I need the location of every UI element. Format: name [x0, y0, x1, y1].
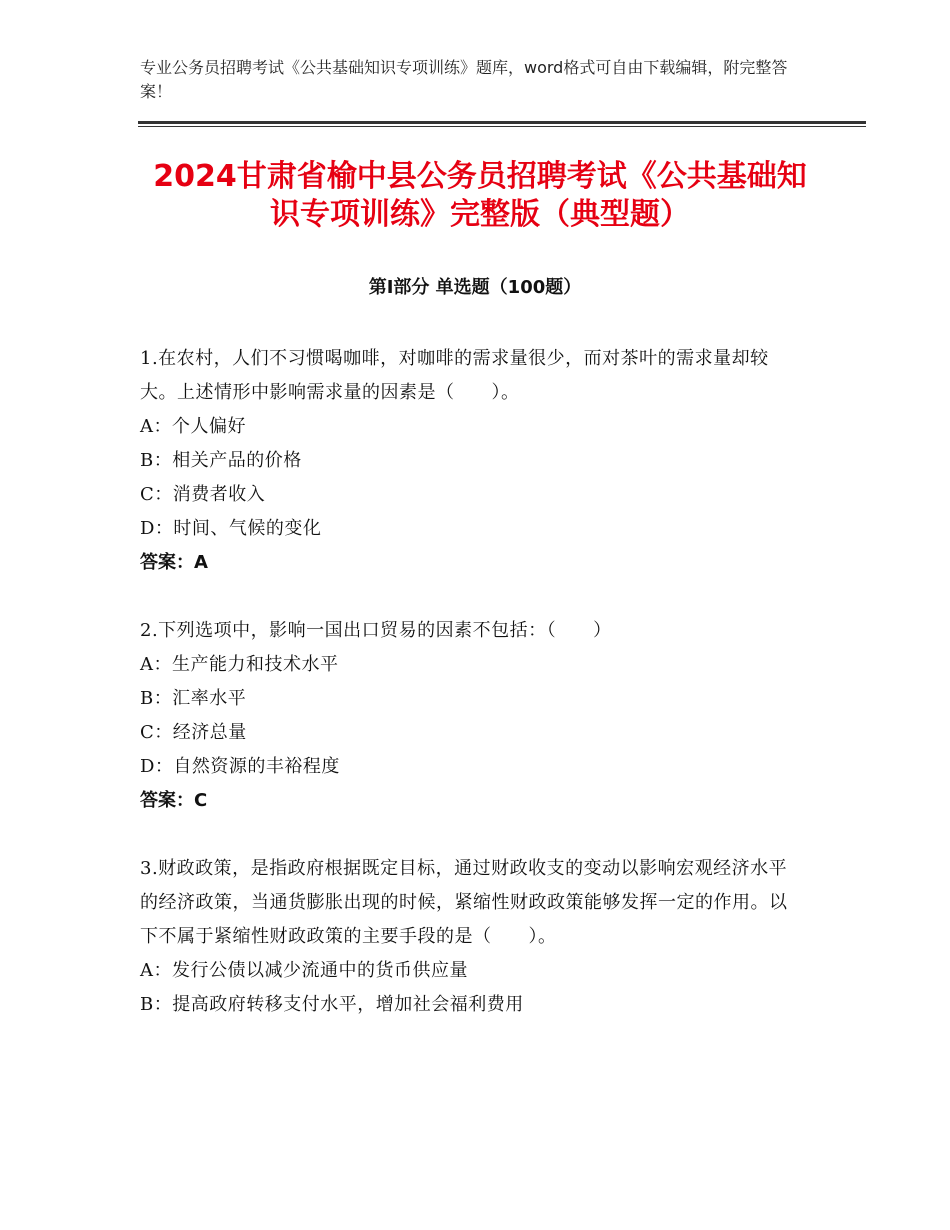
header-note: 专业公务员招聘考试《公共基础知识专项训练》题库，word格式可自由下载编辑，附完整答案！: [140, 58, 788, 101]
option-a: A：生产能力和技术水平: [140, 654, 339, 675]
option-c: C：消费者收入: [140, 484, 266, 505]
option-a: A：发行公债以减少流通中的货币供应量: [140, 960, 468, 981]
question-stem: 3.财政政策，是指政府根据既定目标，通过财政收支的变动以影响宏观经济水平的经济政策，当通货膨胀出现的时候，紧缩性财政政策能够发挥一定的作用。以下不属于紧缩性财政政策的主要手段的是（ ）。: [140, 858, 788, 947]
option-b: B：提高政府转移支付水平，增加社会福利费用: [140, 994, 524, 1015]
option-c: C：经济总量: [140, 722, 247, 743]
option-a: A：个人偏好: [140, 416, 246, 437]
answer: 答案：A: [140, 552, 208, 573]
page-title: 2024甘肃省榆中县公务员招聘考试《公共基础知识专项训练》完整版（典型题）: [153, 159, 807, 232]
question-stem: 1.在农村，人们不习惯喝咖啡，对咖啡的需求量很少，而对茶叶的需求量却较大。上述情形中影响需求量的因素是（ ）。: [140, 348, 769, 403]
question-3: [140, 852, 802, 1022]
header-rule-thin: [138, 126, 866, 127]
question-list: [140, 342, 802, 1056]
option-d: D：自然资源的丰裕程度: [140, 756, 340, 777]
option-b: B：汇率水平: [140, 688, 247, 709]
section-title: 第Ⅰ部分 单选题（100题）: [368, 277, 582, 298]
header-rule-thick: [138, 121, 866, 124]
question-stem: 2.下列选项中，影响一国出口贸易的因素不包括：（ ）: [140, 620, 612, 641]
question-2: [140, 614, 802, 818]
option-b: B：相关产品的价格: [140, 450, 302, 471]
answer: 答案：C: [140, 790, 208, 811]
question-1: [140, 342, 802, 580]
option-d: D：时间、气候的变化: [140, 518, 322, 539]
